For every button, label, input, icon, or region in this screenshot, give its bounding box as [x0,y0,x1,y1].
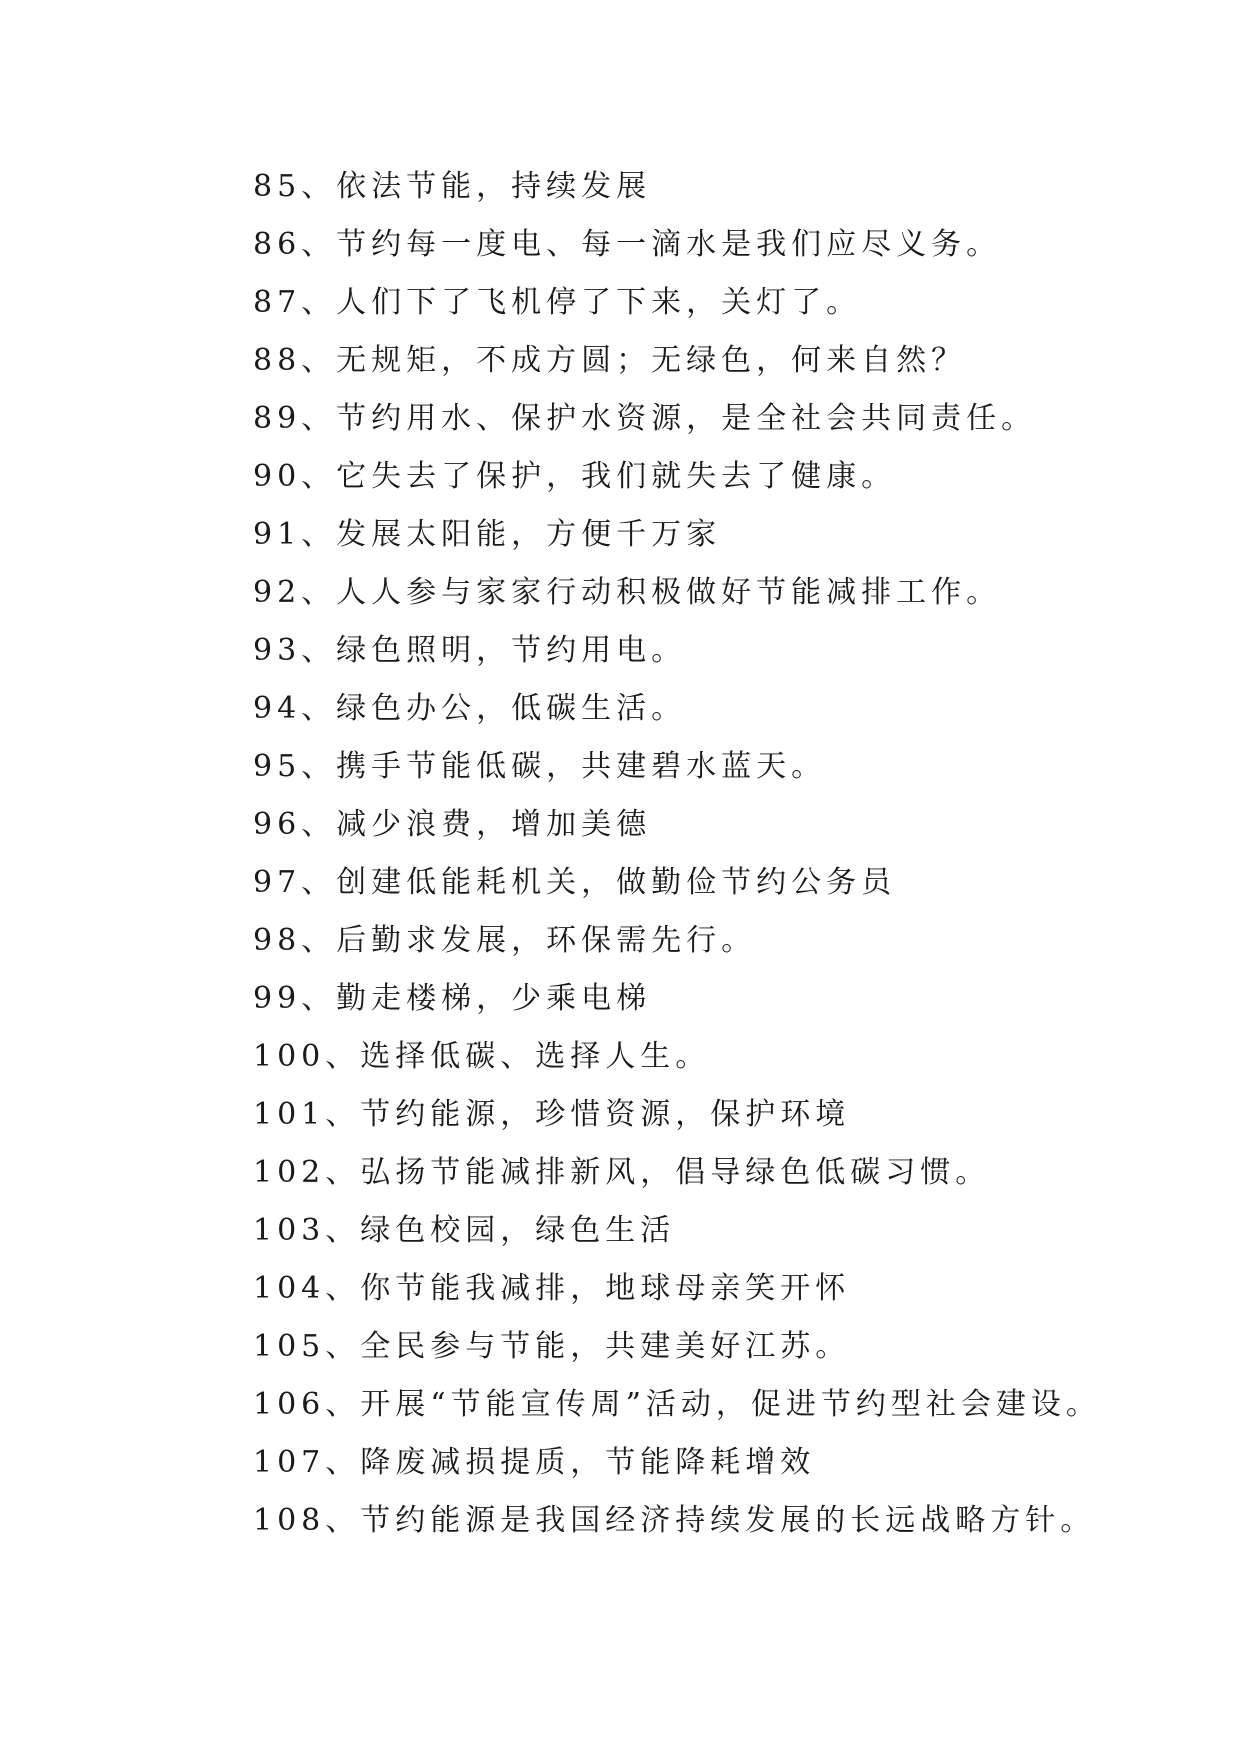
slogan-line: 100、选择低碳、选择人生。 [253,1039,711,1074]
slogan-line: 93、绿色照明，节约用电。 [253,633,687,668]
slogan-line: 108、节约能源是我国经济持续发展的长远战略方针。 [253,1503,1096,1538]
slogan-line: 91、发展太阳能，方便千万家 [253,517,722,552]
slogan-line: 97、创建低能耗机关，做勤俭节约公务员 [253,865,897,900]
slogan-line: 90、它失去了保护，我们就失去了健康。 [253,459,897,494]
slogan-line: 102、弘扬节能减排新风，倡导绿色低碳习惯。 [253,1155,991,1190]
slogan-line: 106、开展“节能宣传周”活动，促进节约型社会建设。 [253,1387,1101,1422]
slogan-line: 107、降废减损提质，节能降耗增效 [253,1445,816,1480]
slogan-line: 95、携手节能低碳，共建碧水蓝天。 [253,749,827,784]
slogan-line: 85、依法节能，持续发展 [253,169,652,204]
slogan-line: 88、无规矩，不成方圆；无绿色，何来自然？ [253,343,967,378]
slogan-line: 105、全民参与节能，共建美好江苏。 [253,1329,851,1364]
slogan-line: 104、你节能我减排，地球母亲笑开怀 [253,1271,851,1306]
slogan-line: 99、勤走楼梯，少乘电梯 [253,981,652,1016]
slogan-line: 89、节约用水、保护水资源，是全社会共同责任。 [253,401,1037,436]
slogan-line: 94、绿色办公，低碳生活。 [253,691,687,726]
slogan-list [253,158,1101,1550]
slogan-line: 92、人人参与家家行动积极做好节能减排工作。 [253,575,1002,610]
slogan-line: 86、节约每一度电、每一滴水是我们应尽义务。 [253,227,1002,262]
slogan-line: 98、后勤求发展，环保需先行。 [253,923,757,958]
slogan-line: 96、减少浪费，增加美德 [253,807,652,842]
slogan-line: 101、节约能源，珍惜资源，保护环境 [253,1097,851,1132]
slogan-line: 103、绿色校园，绿色生活 [253,1213,676,1248]
slogan-line: 87、人们下了飞机停了下来，关灯了。 [253,285,862,320]
